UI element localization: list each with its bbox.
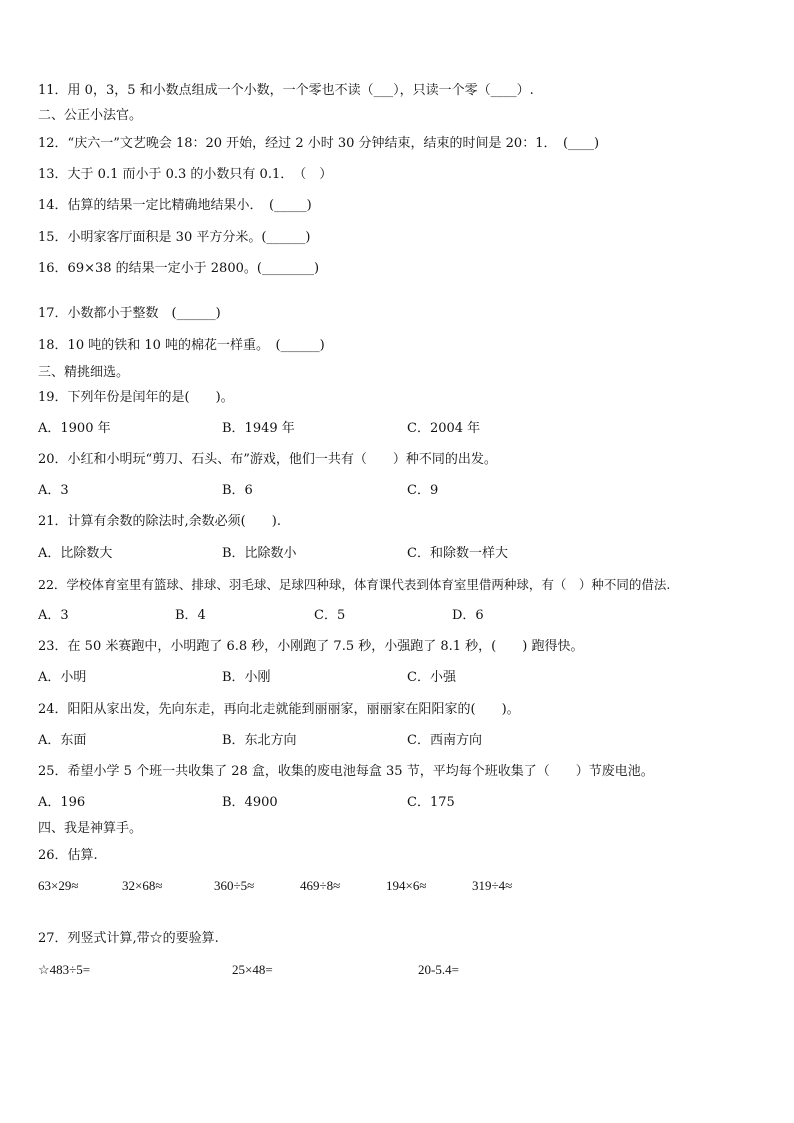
vertical-calc-item: 25×48= [232, 962, 273, 977]
estimate-item: 63×29≈ [38, 878, 79, 893]
estimate-item: 194×6≈ [386, 878, 427, 893]
q24-option-c: C．西南方向 [407, 733, 482, 748]
q20-option-a: A．3 [38, 483, 69, 498]
vertical-calc-item: 20-5.4= [418, 962, 459, 977]
q23-option-a: A．小明 [38, 670, 87, 685]
question-14: 14．估算的结果一定比精确地结果小． (_____) [38, 198, 312, 213]
question-17: 17．小数都小于整数 (______) [38, 306, 221, 321]
question-15: 15．小明家客厅面积是 30 平方分米。(______) [38, 230, 311, 245]
q21-option-c: C．和除数一样大 [407, 546, 508, 561]
vertical-calc-item: ☆483÷5= [38, 962, 91, 977]
q19-option-c: C．2004 年 [407, 421, 481, 436]
q20-option-c: C．9 [407, 483, 439, 498]
estimate-item: 32×68≈ [122, 878, 163, 893]
estimate-item: 360÷5≈ [214, 878, 255, 893]
question-27: 27．列竖式计算,带☆的要验算. [38, 931, 219, 946]
q20-option-b: B．6 [222, 483, 253, 498]
q22-option-b: B．4 [175, 608, 206, 623]
question-23: 23．在 50 米赛跑中，小明跑了 6.8 秒，小刚跑了 7.5 秒，小强跑了 8.1 秒，( ) 跑得快。 [38, 639, 584, 654]
q21-option-b: B．比除数小 [222, 546, 297, 561]
question-24: 24．阳阳从家出发，先向东走，再向北走就能到丽丽家，丽丽家在阳阳家的( )。 [38, 702, 520, 717]
q23-option-b: B．小刚 [222, 670, 271, 685]
q21-option-a: A．比除数大 [38, 546, 113, 561]
q25-option-b: B．4900 [222, 795, 278, 810]
question-19: 19．下列年份是闰年的是( )。 [38, 390, 234, 405]
q22-option-d: D．6 [452, 608, 484, 623]
q19-option-a: A．1900 年 [38, 421, 111, 436]
q22-option-c: C．5 [314, 608, 346, 623]
question-22: 22．学校体育室里有篮球、排球、羽毛球、足球四种球，体育课代表到体育室里借两种球，有（ ）种不同的借法. [38, 577, 671, 592]
q24-option-b: B．东北方向 [222, 733, 297, 748]
section-2-heading: 二、公正小法官。 [38, 108, 143, 123]
question-16: 16．69×38 的结果一定小于 2800。(________) [38, 261, 320, 276]
question-12: 12．“庆六一”文艺晚会 18：20 开始，经过 2 小时 30 分钟结束，结束的时间是 20：1． (____) [38, 136, 600, 151]
q23-option-c: C．小强 [407, 670, 456, 685]
estimate-item: 469÷8≈ [300, 878, 341, 893]
estimate-item: 319÷4≈ [472, 878, 513, 893]
q25-option-c: C．175 [407, 795, 455, 810]
question-21: 21．计算有余数的除法时,余数必须( ). [38, 514, 281, 529]
q25-option-a: A．196 [38, 795, 86, 810]
question-13: 13．大于 0.1 而小于 0.3 的小数只有 0.1． （ ） [38, 167, 333, 182]
q22-option-a: A．3 [38, 608, 69, 623]
question-11: 11．用 0，3，5 和小数点组成一个小数，一个零也不读（___），只读一个零（____）. [38, 83, 534, 98]
q19-option-b: B．1949 年 [222, 421, 295, 436]
question-25: 25．希望小学 5 个班一共收集了 28 盒，收集的废电池每盒 35 节，平均每个班收集了（ ）节废电池。 [38, 764, 654, 779]
section-4-heading: 四、我是神算手。 [38, 821, 143, 836]
question-18: 18．10 吨的铁和 10 吨的棉花一样重。 (______) [38, 338, 325, 353]
question-26: 26．估算. [38, 848, 98, 863]
section-3-heading: 三、精挑细选。 [38, 365, 130, 380]
q24-option-a: A．东面 [38, 733, 87, 748]
question-20: 20．小红和小明玩“剪刀、石头、布”游戏，他们一共有（ ）种不同的出发。 [38, 452, 497, 467]
